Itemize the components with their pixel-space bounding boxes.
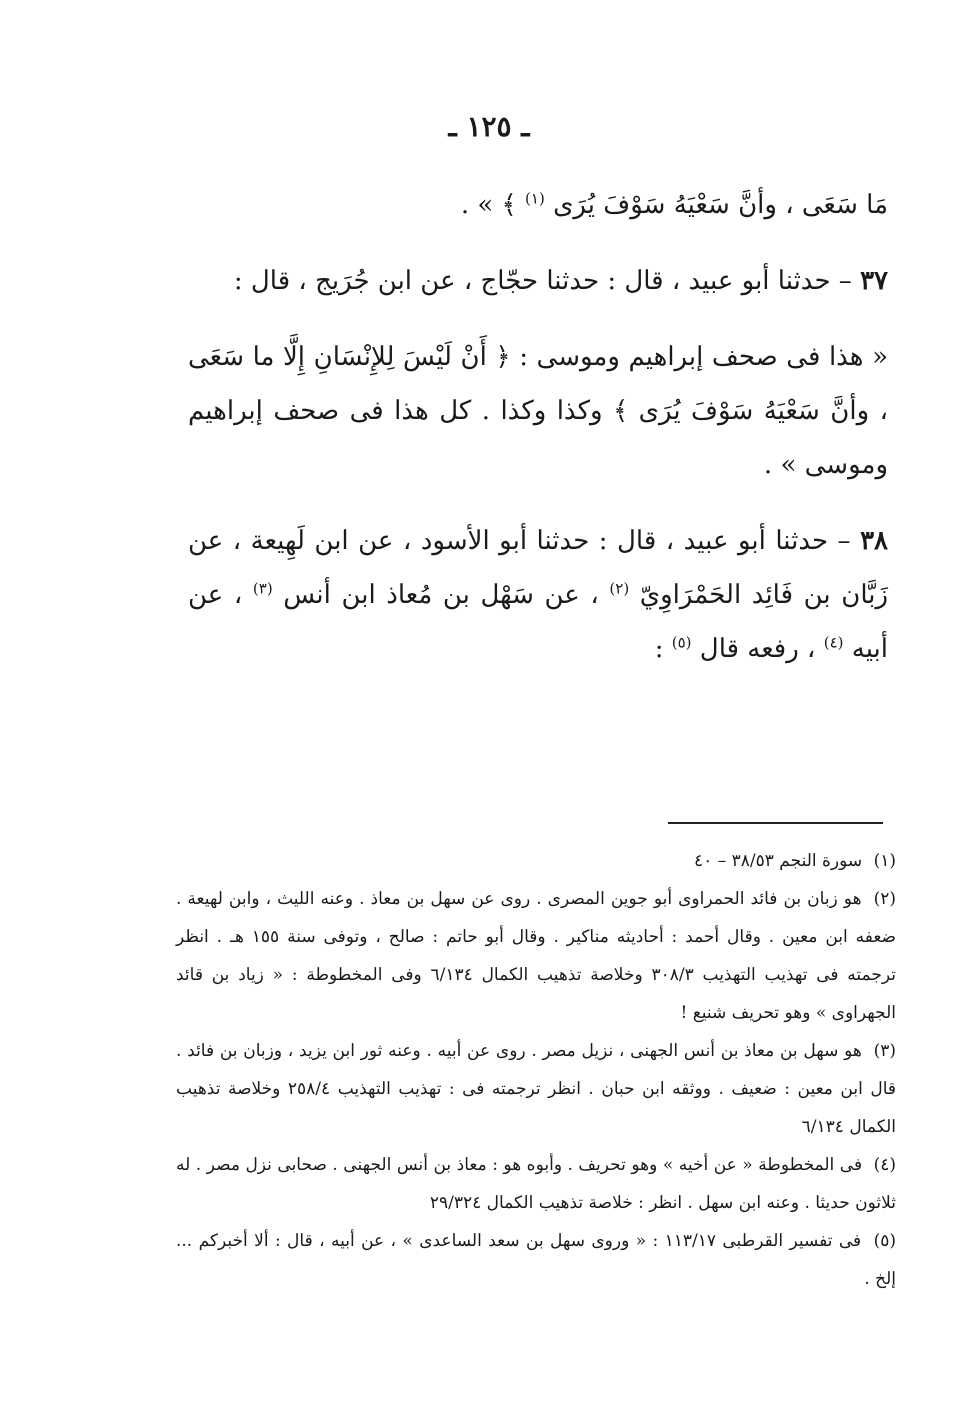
footnote-2 bbox=[176, 880, 896, 1032]
quote-text: « هذا فى صحف إبراهيم وموسى : ﴿ أَنْ لَيْسَ لِلإِنْسَانِ إِلَّا ما سَعَى ، وأنَّ سَعْيَهُ سَوْفَ يُرَى ﴾ وكذا وكذا . كل هذا فى صحف إبراهيم وموسى » . bbox=[188, 342, 888, 480]
footnote-5 bbox=[176, 1222, 896, 1298]
hadith-38-text-2: ، عن سَهْل بن مُعاذ ابن أنس bbox=[283, 580, 599, 610]
hadith-number-38: ٣٨ bbox=[860, 526, 888, 556]
hadith-37-text: – حدثنا أبو عبيد ، قال : حدثنا حجّاج ، عن ابن جُرَيج ، قال : bbox=[233, 266, 852, 296]
footnote-ref-2[interactable]: (٢) bbox=[609, 579, 630, 598]
footnote-ref-3[interactable]: (٣) bbox=[252, 579, 273, 598]
footnote-number: (٤) bbox=[873, 1155, 897, 1175]
hadith-38-text-4: ، رفعه قال bbox=[699, 634, 816, 664]
footnote-number: (٣) bbox=[873, 1041, 896, 1061]
footnote-text: هو زبان بن فائد الحمراوى أبو جوين المصرى . روى عن سهل بن معاذ . وعنه الليث ، وابن لهيعة . ضعفه ابن معين . وقال أحمد : أحاديثه مناكير . وقال أبو حاتم : صالح ، وتوفى سنة ١٥٥ هـ . انظر ترجمته فى تهذيب التهذيب ٣٠٨/٣ وخلاصة تذهيب الكمال ٦/١٣٤ وفى المخطوطة : « زياد بن قائد الجهراوى » وهو تحريف شنيع ! bbox=[176, 889, 896, 1023]
hadith-38-end: : bbox=[654, 634, 664, 664]
footnote-text: هو سهل بن معاذ بن أنس الجهنى ، نزيل مصر . روى عن أبيه . وعنه ثور ابن يزيد ، وزبان بن فائد . قال ابن معين : ضعيف . ووثقه ابن حبان . انظر ترجمته فى : تهذيب التهذيب ٢٥٨/٤ وخلاصة تذهيب الكمال ٦/١٣٤ bbox=[176, 1041, 896, 1137]
hadith-38 bbox=[188, 514, 888, 676]
page-number: ـ ١٢٥ ـ bbox=[448, 110, 530, 143]
hadith-37-quote bbox=[188, 330, 888, 492]
verse-text: مَا سَعَى ، وأنَّ سَعْيَهُ سَوْفَ يُرَى bbox=[553, 190, 888, 220]
hadith-number-37: ٣٧ bbox=[860, 266, 888, 296]
hadith-38-text-3: ، عن أبيه bbox=[188, 580, 888, 664]
footnote-number: (٢) bbox=[873, 889, 897, 909]
footnote-4 bbox=[176, 1146, 896, 1222]
footnote-text: فى تفسير القرطبى ١١٣/١٧ : « وروى سهل بن سعد الساعدى » ، عن أبيه ، قال : ألا أخبركم ... إلخ . bbox=[176, 1231, 896, 1289]
footnote-ref-5[interactable]: (٥) bbox=[671, 633, 692, 652]
footnote-number: (٥) bbox=[873, 1231, 896, 1251]
footnote-text: سورة النجم ٣٨/٥٣ – ٤٠ bbox=[694, 851, 863, 871]
hadith-38-text-1: – حدثنا أبو عبيد ، قال : حدثنا أبو الأسود ، عن ابن لَهِيعة ، عن زَبَّان بن فَائِد الحَمْرَاوِيّ bbox=[188, 526, 889, 610]
footnote-3 bbox=[176, 1032, 896, 1146]
footnote-number: (١) bbox=[873, 851, 896, 871]
footnote-ref-1[interactable]: (١) bbox=[525, 189, 545, 208]
footnotes bbox=[176, 842, 896, 1298]
hadith-37 bbox=[188, 254, 888, 308]
footnote-text: فى المخطوطة « عن أخيه » وهو تحريف . وأبوه هو : معاذ بن أنس الجهنى . صحابى نزل مصر . له ثلاثون حديثا . وعنه ابن سهل . انظر : خلاصة تذهيب الكمال ٢٩/٣٢٤ bbox=[176, 1155, 896, 1213]
footnote-ref-4[interactable]: (٤) bbox=[823, 633, 844, 652]
main-text bbox=[188, 178, 888, 698]
verse-end: ﴾ » . bbox=[460, 190, 517, 220]
verse-continuation bbox=[188, 178, 888, 232]
footnote-divider bbox=[668, 822, 883, 824]
footnote-1 bbox=[176, 842, 896, 880]
